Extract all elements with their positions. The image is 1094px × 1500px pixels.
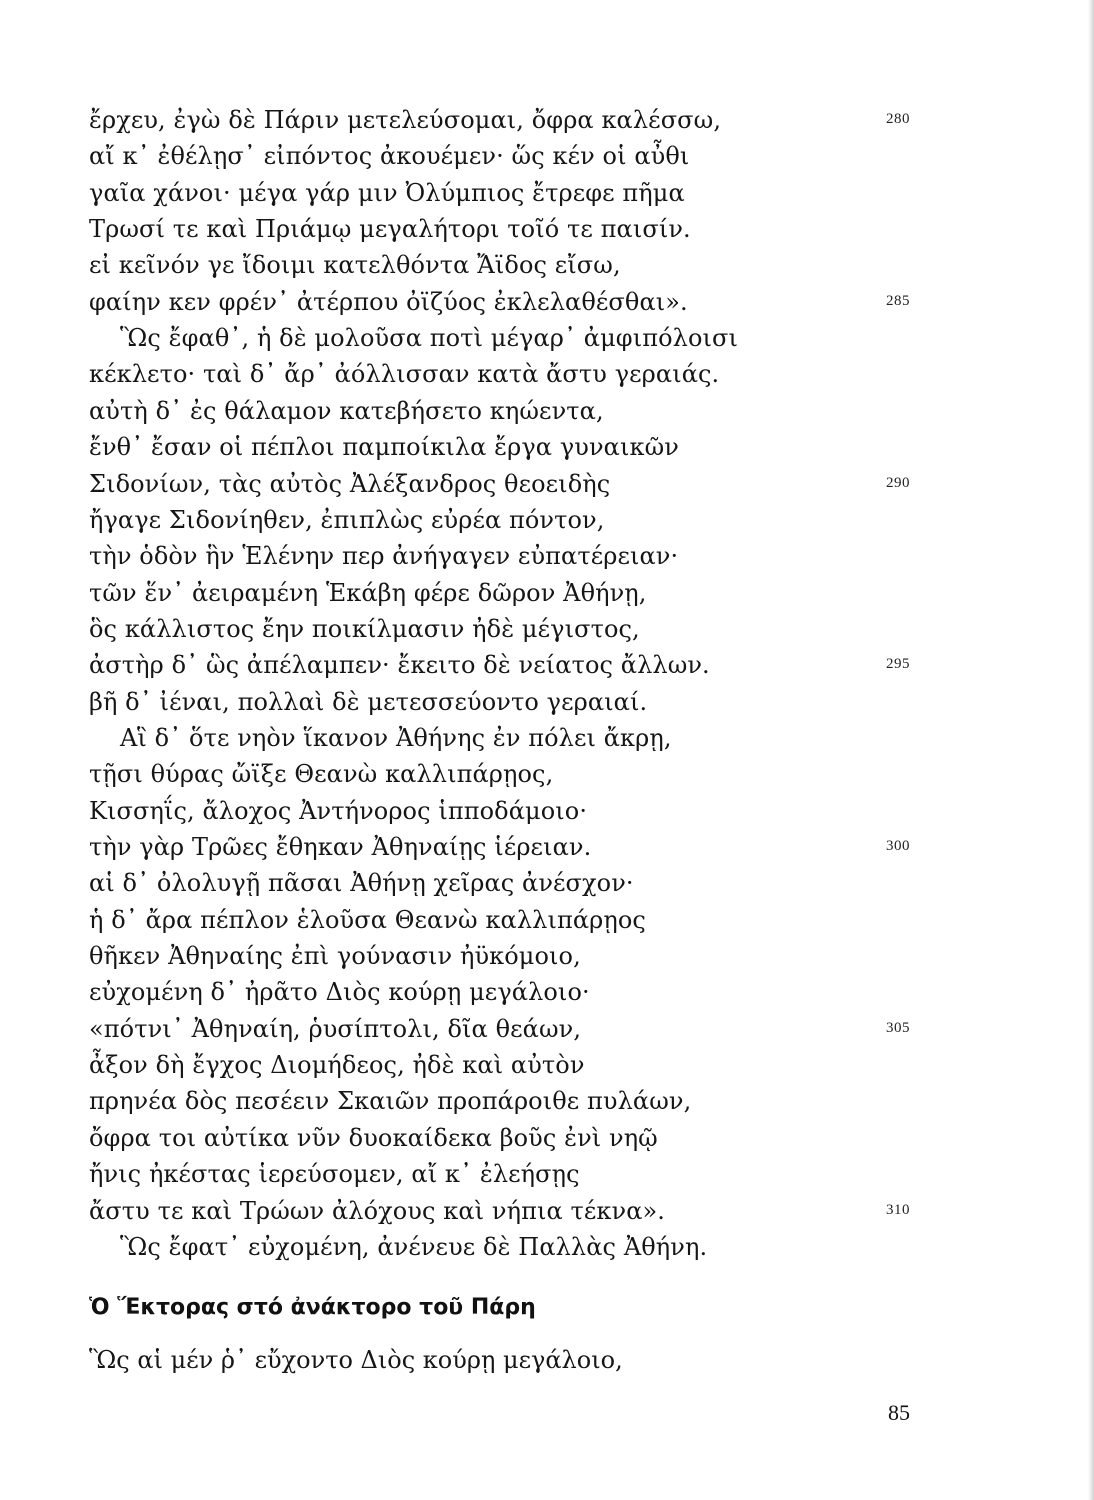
line-number: 300 <box>886 838 910 854</box>
verse-text: εὐχομένη δ᾽ ἠρᾶτο Διὸς κούρῃ μεγάλοιο· <box>89 978 590 1007</box>
verse-text: αὐτὴ δ᾽ ἐς θάλαμον κατεβήσετο κηώεντα, <box>89 396 604 425</box>
verse-line <box>0 1047 1094 1083</box>
verse-text: αἱ δ᾽ ὀλολυγῇ πᾶσαι Ἀθήνῃ χεῖρας ἀνέσχον· <box>89 869 634 898</box>
verse-text: ἄστυ τε καὶ Τρώων ἀλόχους καὶ νήπια τέκνα». <box>89 1196 666 1225</box>
verse-line <box>0 393 1094 429</box>
verse-text: θῆκεν Ἀθηναίης ἐπὶ γούνασιν ἠϋκόμοιο, <box>89 942 581 971</box>
verse-line <box>0 1011 1094 1047</box>
verse-line <box>0 102 1094 138</box>
verse-text: γαῖα χάνοι· μέγα γάρ μιν Ὀλύμπιος ἔτρεφε πῆμα <box>89 178 685 207</box>
verse-line <box>0 138 1094 174</box>
verse-line <box>0 1193 1094 1229</box>
verse-line <box>0 429 1094 465</box>
verse-line <box>0 684 1094 720</box>
page-number: 85 <box>888 1400 910 1425</box>
verse-line <box>0 1229 1094 1265</box>
verse-text: εἰ κεῖνόν γε ἴδοιμι κατελθόντα Ἄϊδος εἴσω, <box>89 251 621 280</box>
page-edge-shadow <box>1088 0 1094 1500</box>
verse-text: ἤνις ἠκέστας ἱερεύσομεν, αἴ κ᾽ ἐλεήσῃς <box>89 1160 580 1189</box>
verse-line <box>0 575 1094 611</box>
verse-text: αἴ κ᾽ ἐθέλῃσ᾽ εἰπόντος ἀκουέμεν· ὥς κέν οἱ αὖθι <box>89 142 690 171</box>
verse-line <box>0 938 1094 974</box>
verse-line <box>0 284 1094 320</box>
verse-text: φαίην κεν φρέν᾽ ἀτέρπου ὀϊζύος ἐκλελαθέσθαι». <box>89 287 688 316</box>
verse-text: τῇσι θύρας ὤϊξε Θεανὼ καλλιπάρῃος, <box>89 760 554 789</box>
line-number: 290 <box>886 474 910 491</box>
line-number: 280 <box>886 111 910 127</box>
verse-text: ἀστὴρ δ᾽ ὣς ἀπέλαμπεν· ἔκειτο δὲ νείατος ἄλλων. <box>89 651 710 680</box>
section-heading: Ὁ Ἕκτορας στό ἀνάκτορο τοῦ Πάρη <box>89 1295 536 1320</box>
verse-line <box>0 211 1094 247</box>
verse-text: τῶν ἕν᾽ ἀειραμένη Ἑκάβη φέρε δῶρον Ἀθήνῃ, <box>89 578 647 607</box>
verse-text: ἤγαγε Σιδονίηθεν, ἐπιπλὼς εὐρέα πόντον, <box>89 505 605 534</box>
verse-line <box>0 974 1094 1010</box>
line-number: 285 <box>886 292 910 309</box>
verse-line <box>0 356 1094 392</box>
verse-line <box>0 175 1094 211</box>
verse-line <box>0 647 1094 683</box>
verse-line <box>0 1120 1094 1156</box>
verse-line <box>0 720 1094 756</box>
verse-text: Κισσηΐς, ἄλοχος Ἀντήνορος ἱπποδάμοιο· <box>89 796 588 825</box>
verse-line <box>0 902 1094 938</box>
line-number: 310 <box>886 1201 910 1218</box>
section-first-line: Ὣς αἱ μέν ῥ᾽ εὔχοντο Διὸς κούρῃ μεγάλοιο, <box>89 1346 623 1374</box>
verse-text: ἆξον δὴ ἔγχος Διομήδεος, ἠδὲ καὶ αὐτὸν <box>89 1051 585 1080</box>
verse-line <box>0 502 1094 538</box>
verse-text: πρηνέα δὸς πεσέειν Σκαιῶν προπάροιθε πυλάων, <box>89 1087 692 1116</box>
verse-text: ἔρχευ, ἐγὼ δὲ Πάριν μετελεύσομαι, ὄφρα καλέσσω, <box>89 106 722 134</box>
verse-line <box>0 1156 1094 1192</box>
verse-text: Τρωσί τε καὶ Πριάμῳ μεγαλήτορι τοῖό τε παισίν. <box>89 215 691 244</box>
verse-line <box>0 1083 1094 1119</box>
verse-line <box>0 538 1094 574</box>
verse-text: «πότνι᾽ Ἀθηναίη, ῥυσίπτολι, δῖα θεάων, <box>89 1014 582 1043</box>
verse-line <box>0 611 1094 647</box>
line-number: 295 <box>886 656 910 673</box>
verse-text: ἡ δ᾽ ἄρα πέπλον ἑλοῦσα Θεανὼ καλλιπάρῃος <box>89 905 646 934</box>
verse-text: Ὣς ἔφατ᾽ εὐχομένη, ἀνένευε δὲ Παλλὰς Ἀθήνη. <box>120 1232 708 1261</box>
verse-text: ὃς κάλλιστος ἔην ποικίλμασιν ἠδὲ μέγιστος, <box>89 614 640 643</box>
verse-text: Ὣς ἔφαθ᾽, ἡ δὲ μολοῦσα ποτὶ μέγαρ᾽ ἀμφιπόλοισι <box>120 324 738 353</box>
verse-text: ὄφρα τοι αὐτίκα νῦν δυοκαίδεκα βοῦς ἐνὶ νηῷ <box>89 1123 658 1152</box>
verse-text: βῆ δ᾽ ἰέναι, πολλαὶ δὲ μετεσσεύοντο γεραιαί. <box>89 687 648 716</box>
verse-line <box>0 247 1094 283</box>
verse-line <box>0 793 1094 829</box>
verse-text: κέκλετο· ταὶ δ᾽ ἄρ᾽ ἀόλλισσαν κατὰ ἄστυ γεραιάς. <box>89 360 720 389</box>
line-number: 305 <box>886 1019 910 1036</box>
verse-line <box>0 829 1094 865</box>
verse-text: Σιδονίων, τὰς αὐτὸς Ἀλέξανδρος θεοειδὴς <box>89 469 611 498</box>
verse-line <box>0 756 1094 792</box>
verse-text: ἔνθ᾽ ἔσαν οἱ πέπλοι παμποίκιλα ἔργα γυναικῶν <box>89 433 679 462</box>
verse-text: Αἳ δ᾽ ὅτε νηὸν ἵκανον Ἀθήνης ἐν πόλει ἄκρῃ, <box>120 723 672 752</box>
verse-text: τὴν γὰρ Τρῶες ἔθηκαν Ἀθηναίῃς ἱέρειαν. <box>89 833 592 861</box>
verse-line <box>0 320 1094 356</box>
verse-text: τὴν ὁδὸν ἣν Ἑλένην περ ἀνήγαγεν εὐπατέρειαν· <box>89 542 679 571</box>
verse-line <box>0 865 1094 901</box>
verse-line <box>0 466 1094 502</box>
